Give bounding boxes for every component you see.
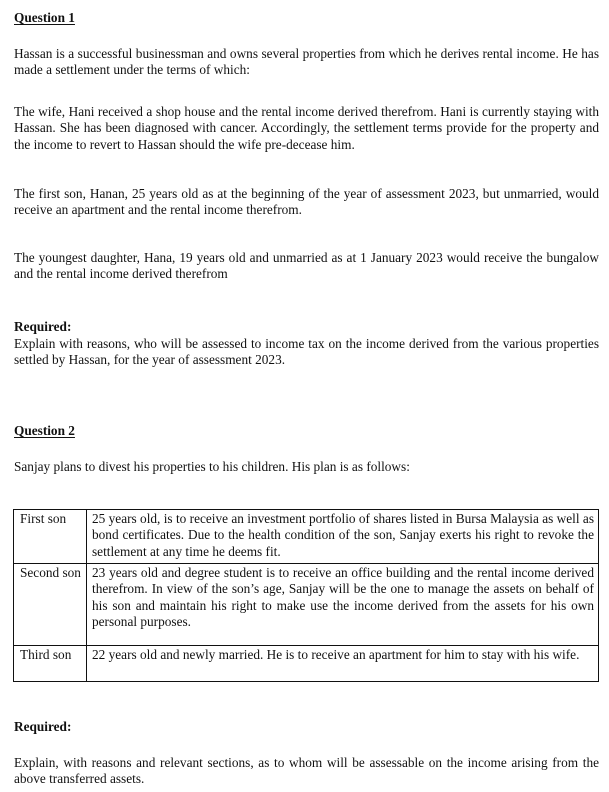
question-2-required-label: Required:	[14, 719, 72, 734]
row-text-second-son: 23 years old and degree student is to receive an office building and the rental income derived therefrom. In view of the son’s age, Sanjay will be the one to manage the assets on behalf of his son and maintain his right to make use the income derived from the assets for his own personal purposes.	[87, 564, 599, 646]
row-label-second-son: Second son	[14, 564, 87, 646]
settlement-plan-table	[13, 509, 599, 682]
question-2-intro: Sanjay plans to divest his properties to his children. His plan is as follows:	[14, 459, 410, 474]
question-1-paragraph-wife: The wife, Hani received a shop house and the rental income derived therefrom. Hani is currently staying with Hassan. She has been diagnosed with cancer. Accordingly, the settlement terms provide for the property and the income to revert to Hassan should the wife pre-decease him.	[14, 104, 599, 152]
table-row	[14, 510, 599, 564]
question-1-paragraph-first-son: The first son, Hanan, 25 years old as at the beginning of the year of assessment 2023, but unmarried, would receive an apartment and the rental income therefrom.	[14, 186, 599, 218]
question-1-required-text: Explain with reasons, who will be assessed to income tax on the income derived from the various properties settled by Hassan, for the year of assessment 2023.	[14, 336, 599, 368]
table-row	[14, 564, 599, 646]
table-row	[14, 646, 599, 682]
question-2-heading: Question 2	[14, 423, 75, 438]
question-1-paragraph-daughter: The youngest daughter, Hana, 19 years old and unmarried as at 1 January 2023 would receive the bungalow and the rental income derived therefrom	[14, 250, 599, 282]
question-1-required-label: Required:	[14, 319, 72, 334]
row-label-third-son: Third son	[14, 646, 87, 682]
question-2-required-text: Explain, with reasons and relevant sections, as to whom will be assessable on the income arising from the above transferred assets.	[14, 755, 599, 787]
row-text-third-son: 22 years old and newly married. He is to receive an apartment for him to stay with his wife.	[87, 646, 599, 682]
question-1-heading: Question 1	[14, 10, 75, 25]
question-1-intro: Hassan is a successful businessman and owns several properties from which he derives rental income. He has made a settlement under the terms of which:	[14, 46, 599, 78]
row-label-first-son: First son	[14, 510, 87, 564]
row-text-first-son: 25 years old, is to receive an investment portfolio of shares listed in Bursa Malaysia as well as bond certificates. Due to the health condition of the son, Sanjay exerts his right to revoke the settlement at any time he deems fit.	[87, 510, 599, 564]
